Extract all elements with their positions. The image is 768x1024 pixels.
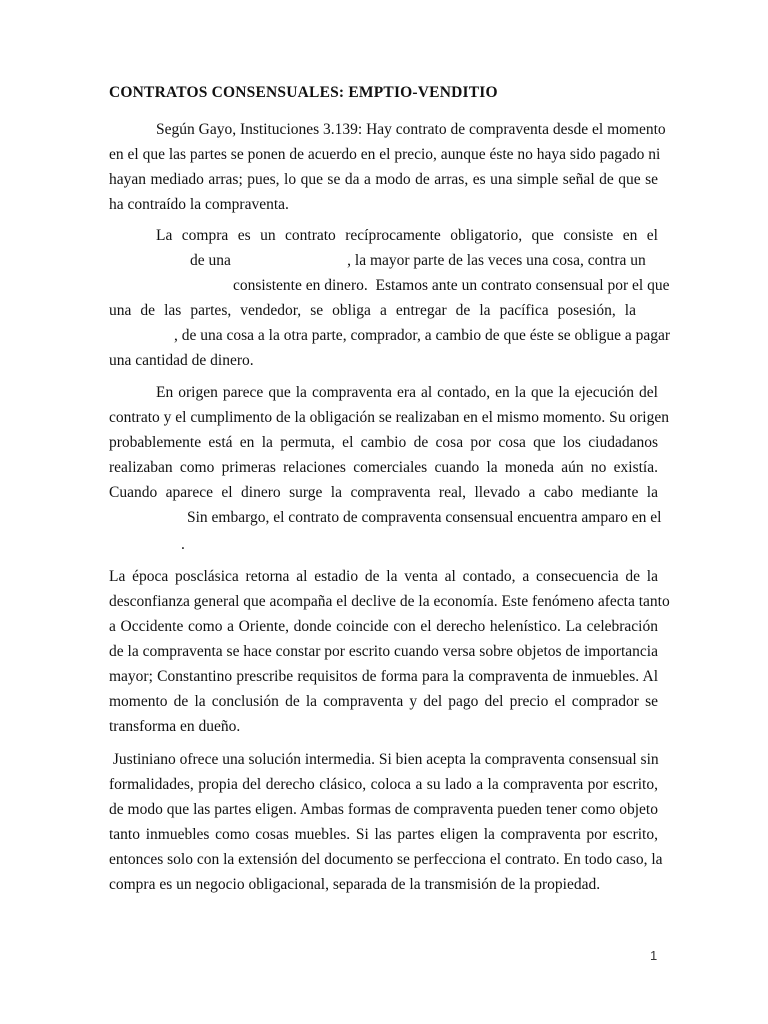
page-number: 1: [650, 948, 658, 963]
paragraph-1-line-3: hayan mediado arras; pues, lo que se da a modo de arras, es una simple señal de que se: [109, 171, 658, 188]
paragraph-2-line-1: La compra es un contrato recíprocamente obligatorio, que consiste en el: [156, 227, 658, 244]
paragraph-3-line-4: realizaban como primeras relaciones comerciales cuando la moneda aún no existía.: [109, 459, 658, 476]
paragraph-4-line-7: transforma en dueño.: [109, 718, 241, 735]
paragraph-3-line-2: contrato y el cumplimento de la obligación se realizaban en el mismo momento. Su origen: [109, 409, 669, 426]
paragraph-4-line-4: de la compraventa se hace constar por escrito cuando versa sobre objetos de importancia: [109, 643, 658, 660]
paragraph-3-line-6: Sin embargo, el contrato de compraventa consensual encuentra amparo en el: [187, 509, 662, 526]
paragraph-1-line-1: Según Gayo, Instituciones 3.139: Hay contrato de compraventa desde el momento: [156, 121, 666, 138]
paragraph-4-line-3: a Occidente como a Oriente, donde coincide con el derecho helenístico. La celebración: [109, 618, 658, 635]
paragraph-2-line-3: consistente en dinero. Estamos ante un contrato consensual por el que: [233, 277, 670, 294]
paragraph-3-line-3: probablemente está en la permuta, el cambio de cosa por cosa que los ciudadanos: [109, 434, 658, 451]
paragraph-5-line-2: formalidades, propia del derecho clásico, coloca a su lado a la compraventa por escrito,: [109, 776, 658, 793]
paragraph-1-line-2: en el que las partes se ponen de acuerdo en el precio, aunque éste no haya sido pagado ni: [109, 146, 661, 163]
paragraph-2-line-6: una cantidad de dinero.: [109, 352, 254, 369]
paragraph-2-line-4: una de las partes, vendedor, se obliga a entregar de la pacífica posesión, la: [109, 302, 636, 319]
document-title: CONTRATOS CONSENSUALES: EMPTIO-VENDITIO: [109, 84, 498, 101]
paragraph-3-line-7: .: [181, 536, 185, 553]
paragraph-5-line-6: compra es un negocio obligacional, separada de la transmisión de la propiedad.: [109, 876, 601, 893]
paragraph-4-line-1: La época posclásica retorna al estadio de la venta al contado, a consecuencia de la: [109, 568, 658, 585]
paragraph-2-line-5: , de una cosa a la otra parte, comprador, a cambio de que éste se obligue a pagar: [174, 327, 671, 344]
paragraph-5-line-5: entonces solo con la extensión del documento se perfecciona el contrato. En todo caso, la: [109, 851, 663, 868]
paragraph-3-line-1: En origen parece que la compraventa era al contado, en la que la ejecución del: [156, 384, 658, 401]
paragraph-5-line-1: Justiniano ofrece una solución intermedia. Si bien acepta la compraventa consensual sin: [109, 751, 659, 768]
paragraph-1-line-4: ha contraído la compraventa.: [109, 196, 289, 213]
paragraph-2-line-2: de una , la mayor parte de las veces una cosa, contra un: [190, 252, 646, 269]
paragraph-4-line-2: desconfianza general que acompaña el declive de la economía. Este fenómeno afecta tanto: [109, 593, 670, 610]
paragraph-5-line-4: tanto inmuebles como cosas muebles. Si las partes eligen la compraventa por escrito,: [109, 826, 658, 843]
paragraph-4-line-5: mayor; Constantino prescribe requisitos de forma para la compraventa de inmuebles. Al: [109, 668, 658, 685]
paragraph-3-line-5: Cuando aparece el dinero surge la compraventa real, llevado a cabo mediante la: [109, 484, 658, 501]
paragraph-4-line-6: momento de la conclusión de la compraventa y del pago del precio el comprador se: [109, 693, 658, 710]
paragraph-5-line-3: de modo que las partes eligen. Ambas formas de compraventa pueden tener como objeto: [109, 801, 658, 818]
